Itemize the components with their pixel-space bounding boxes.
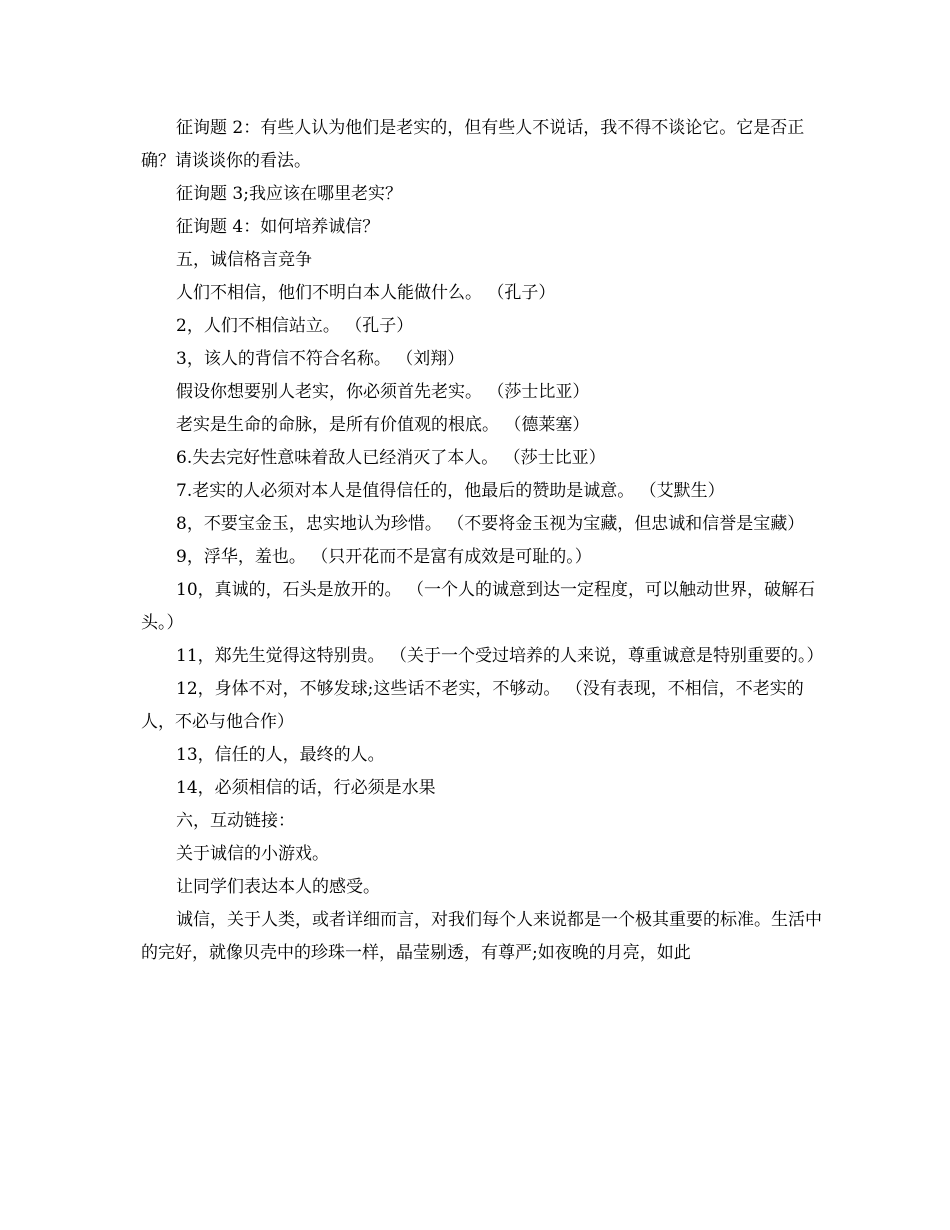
maxim-9: 9，浮华，羞也。 （只开花而不是富有成效是可耻的。） <box>176 547 592 567</box>
paragraph-question-4: 征询题 4：如何培养诚信？ <box>176 217 380 237</box>
maxim-6: 6.失去完好性意味着敌人已经消灭了本人。 （莎士比亚） <box>176 448 606 468</box>
maxim-3: 3，该人的背信不符合名称。 （刘翔） <box>176 349 465 369</box>
maxim-12: 12，身体不对，不够发球;这些话不老实，不够动。 （没有表现，不相信，不老实的人，不必与他合作） <box>141 679 804 732</box>
paragraph-question-3: 征询题 3;我应该在哪里老实？ <box>176 184 402 204</box>
maxim-11: 11，郑先生觉得这特别贵。 （关于一个受过培养的人来说，尊重诚意是特别重要的。） <box>176 646 824 666</box>
paragraph-feelings: 让同学们表达本人的感受。 <box>176 877 380 897</box>
paragraph-question-2: 征询题 2：有些人认为他们是老实的，但有些人不说话，我不得不谈论它。它是否正确？请谈谈你的看法。 <box>141 118 805 171</box>
document-body <box>141 112 831 970</box>
maxim-8: 8，不要宝金玉，忠实地认为珍惜。 （不要将金玉视为宝藏，但忠诚和信誉是宝藏） <box>176 514 805 534</box>
maxim-13: 13，信任的人，最终的人。 <box>176 745 385 765</box>
paragraph-game: 关于诚信的小游戏。 <box>176 844 329 864</box>
maxim-10: 10，真诚的，石头是放开的。 （一个人的诚意到达一定程度，可以触动世界，破解石头。） <box>141 580 816 633</box>
section-heading-six: 六，互动链接： <box>176 811 295 831</box>
paragraph-conclusion: 诚信，关于人类，或者详细而言，对我们每个人来说都是一个极其重要的标准。生活中的完好，就像贝壳中的珍珠一样，晶莹剔透，有尊严;如夜晚的月亮，如此 <box>141 910 822 963</box>
section-heading-five: 五，诚信格言竞争 <box>176 250 312 270</box>
maxim-1: 人们不相信，他们不明白本人能做什么。 （孔子） <box>176 283 556 303</box>
maxim-7: 7.老实的人必须对本人是值得信任的，他最后的赞助是诚意。 （艾默生） <box>176 481 725 501</box>
maxim-14: 14，必须相信的话，行必须是水果 <box>176 778 436 798</box>
maxim-4: 假设你想要别人老实，你必须首先老实。 （莎士比亚） <box>176 382 590 402</box>
maxim-5: 老实是生命的命脉，是所有价值观的根底。 （德莱塞） <box>176 415 590 435</box>
maxim-2: 2，人们不相信站立。 （孔子） <box>176 316 414 336</box>
